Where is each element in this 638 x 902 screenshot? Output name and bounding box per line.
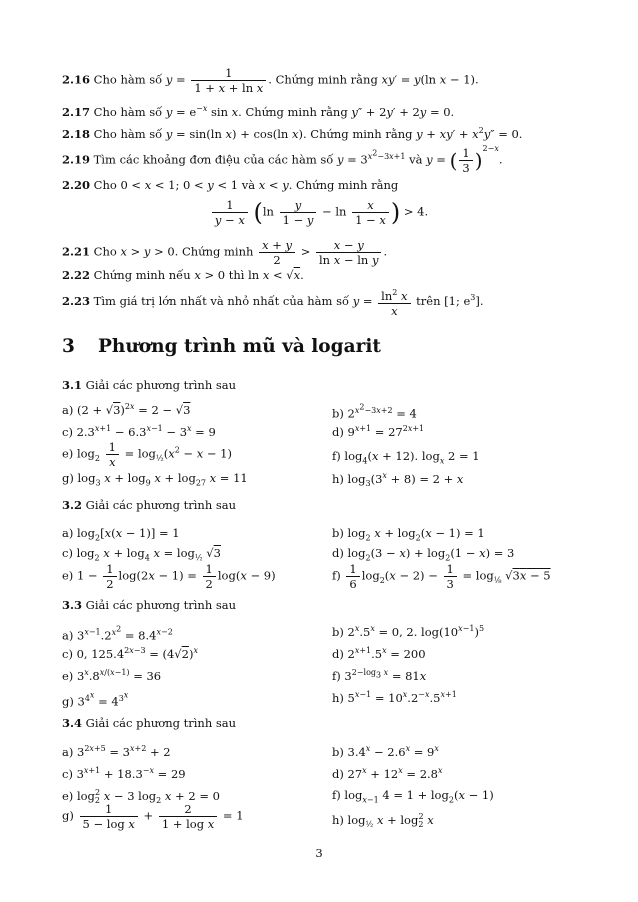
exercise-2-18: 2.18 Cho hàm số y = sin(ln x) + cos(ln x). Chứng minh rằng $y + xy' + x^2y'' = 0$. bbox=[62, 126, 523, 141]
ex-3-1-c: c) $2.3^{x+1} - 6.3^{x-1} - 3^x = 9$ bbox=[62, 424, 216, 439]
ex-3-1-a: a) $(2 + √3)^{2x} = 2 - √3$ bbox=[62, 402, 191, 417]
ex-3-3-b: b) $2^x.5^x = 0$, 2. $\log(10^{x-1})^5$ bbox=[332, 624, 485, 639]
ex-3-3-d: d) $2^{x+1}.5^x = 200$ bbox=[332, 646, 426, 661]
page-number: 3 bbox=[315, 846, 323, 860]
ex-3-4-g: g) $\frac{1}{\text{5 − log x}}$ + $\frac{2}{\text{1 + log x}}$ = 1 bbox=[62, 802, 244, 831]
section-heading: 3 Phương trình mũ và logarit bbox=[62, 336, 381, 357]
ex-3-4-e: e) $\log_2^2 x - 3$ $\log_2 x + 2 = 0$ bbox=[62, 788, 220, 806]
exercise-3-2-heading: 3.2 Giải các phương trình sau bbox=[62, 498, 237, 512]
ex-3-3-a: a) $3^{x-1}.2^{x^2} = 8.4^{x-2}$ bbox=[62, 624, 173, 643]
exercise-label: 2.16 bbox=[62, 72, 91, 87]
ex-3-1-f: f) $\log_4(x + 12)$. $\log_x 2 = 1$ bbox=[332, 449, 480, 466]
exercise-2-22: 2.22 Chứng minh nếu x > 0 thì ln x < √x. bbox=[62, 268, 304, 282]
ex-3-4-h: h) $\log_{\frac{1}{2}} x + \log_2^2 x$ bbox=[332, 812, 434, 830]
ex-3-4-d: d) $27^x + 12^x = 2.8^x$ bbox=[332, 766, 443, 781]
ex-3-4-a: a) $3^{2x+5} = 3^{x+2} + 2$ bbox=[62, 744, 171, 759]
ex-3-3-c: c) 0, $125.4^{2x-3} = (4√2)^x$ bbox=[62, 646, 198, 661]
exercise-2-23: 2.23 Tìm giá trị lớn nhất và nhỏ nhất của hàm số y = $\frac{\ln^2 x}{x}$ trên [1; $e^3$]. bbox=[62, 288, 484, 318]
inequality-display: $\frac{1}{y - x}$ (ln $\frac{y}{1 - y}$ − ln $\frac{x}{1 - x}$ ) > 4. bbox=[0, 198, 638, 227]
ex-3-4-b: b) $3.4^x - 2.6^x = 9^x$ bbox=[332, 744, 439, 759]
ex-3-4-f: f) $\log_{x-1} 4 = 1 + \log_2(x - 1)$ bbox=[332, 788, 494, 805]
fraction: $\frac{1}{\text{1 + x + ln x}}$ bbox=[191, 66, 266, 95]
exercise-2-20: 2.20 Cho 0 < x < 1; 0 < y < 1 và x < y. Chứng minh rằng bbox=[62, 178, 399, 192]
exercise-2-16: 2.16 Cho hàm số y = $\frac{1}{\text{1 + x + ln x}}$ . Chứng minh rằng xy′ = y(ln x − 1). bbox=[62, 66, 479, 95]
exercise-3-4-heading: 3.4 Giải các phương trình sau bbox=[62, 716, 237, 730]
exercise-2-19: 2.19 Tìm các khoảng đơn điệu của các hàm số $y = 3^{x^2-3x+1}$ và y = ( $\frac{1}{3}$ )$^{2-x}$. bbox=[62, 143, 503, 175]
ex-3-3-g: g) $3^{4^x} = 4^{3^x}$ bbox=[62, 690, 129, 709]
ex-3-1-h: h) $\log_3(3^x + 8) = 2 + x$ bbox=[332, 471, 464, 489]
fraction: $\frac{1}{3}$ bbox=[459, 146, 472, 175]
exercise-2-17: 2.17 Cho hàm số $y = e^{-x}$ sin x. Chứng minh rằng y″ + 2y′ + 2y = 0. bbox=[62, 104, 455, 119]
ex-3-3-f: f) $3^{2-log_3 x} = 81x$ bbox=[332, 668, 427, 683]
ex-3-2-e: e) 1 − $\frac{1}{2}$ log(2x − 1) = $\frac{1}{2}$ log(x − 9) bbox=[62, 562, 276, 591]
ex-3-2-c: c) $\log_2 x + \log_4 x = \log_{\frac{1}{2}} √3$ bbox=[62, 546, 221, 563]
ex-3-2-b: b) $\log_2 x + \log_2(x - 1) = 1$ bbox=[332, 526, 485, 543]
ex-3-3-e: e) $3^x.8^{x/(x-1)} = 36$ bbox=[62, 668, 162, 683]
exercise-2-21: 2.21 Cho x > y > 0. Chứng minh $\frac{x + y}{2}$ > $\frac{x - y}{\text{ln x − ln y}}$ . bbox=[62, 238, 388, 267]
ex-3-2-f: f) $\frac{1}{6}$ $\log_2(x - 2)$ − $\frac{1}{3}$ = $\log_{\frac{1}{8}} √3x - 5$ bbox=[332, 562, 551, 591]
ex-3-1-d: d) $9^{x+1} = 27^{2x+1}$ bbox=[332, 424, 425, 439]
ex-3-1-e: e) $\log_2$ $\frac{1}{x}$ = $\log_{\frac{1}{2}}(x^2 - x - 1)$ bbox=[62, 440, 232, 469]
exercise-3-3-heading: 3.3 Giải các phương trình sau bbox=[62, 598, 237, 612]
ex-3-4-c: c) $3^{x+1} + 18.3^{-x} = 29$ bbox=[62, 766, 186, 781]
ex-3-3-h: h) $5^{x-1} = 10^x.2^{-x}.5^{x+1}$ bbox=[332, 690, 457, 705]
ex-3-2-a: a) $\log_2[x(x - 1)] = 1$ bbox=[62, 526, 180, 543]
ex-3-1-g: g) $\log_3 x + \log_9 x + \log_{27} x = 11$ bbox=[62, 471, 248, 488]
exercise-3-1-heading: 3.1 Giải các phương trình sau bbox=[62, 378, 237, 392]
ex-3-1-b: b) $2^{x^2-3x+2} = 4$ bbox=[332, 402, 417, 421]
ex-3-2-d: d) $\log_2(3 - x) + \log_2(1 - x) = 3$ bbox=[332, 546, 515, 563]
